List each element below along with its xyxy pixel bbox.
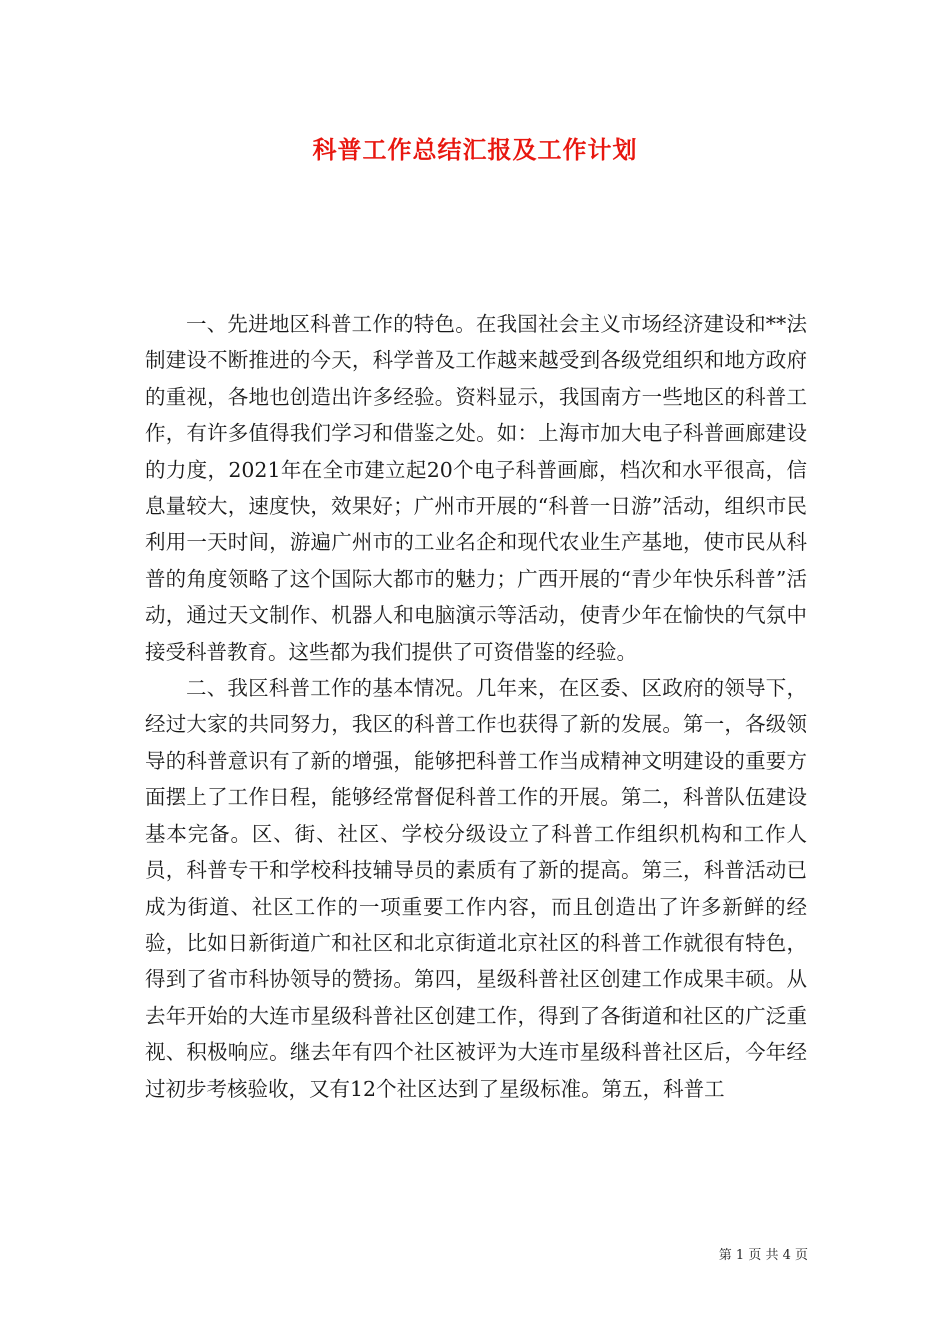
paragraph-2: 二、我区科普工作的基本情况。几年来，在区委、区政府的领导下，经过大家的共同努力，我区的科普工作也获得了新的发展。第一，各级领导的科普意识有了新的增强，能够把科普工作当成精神文明建设的重要方面摆上了工作日程，能够经常督促科普工作的开展。第二，科普队伍建设基本完备。区、街、社区、学校分级设立了科普工作组织机构和工作人员，科普专干和学校科技辅导员的素质有了新的提高。第三，科普活动已成为街道、社区工作的一项重要工作内容，而且创造出了许多新鲜的经验，比如日新街道广和社区和北京街道北京社区的科普工作就很有特色，得到了省市科协领导的赞扬。第四，星级科普社区创建工作成果丰硕。从去年开始的大连市星级科普社区创建工作，得到了各街道和社区的广泛重视、积极响应。继去年有四个社区被评为大连市星级科普社区后，今年经过初步考核验收，又有12个社区达到了星级标准。第五，科普工 xyxy=(145,676,807,1101)
paragraph-1: 一、先进地区科普工作的特色。在我国社会主义市场经济建设和**法制建设不断推进的今天，科学普及工作越来越受到各级党组织和地方政府的重视，各地也创造出许多经验。资料显示，我国南方一些地区的科普工作，有许多值得我们学习和借鉴之处。如：上海市加大电子科普画廊建设的力度，2021年在全市建立起20个电子科普画廊，档次和水平很高，信息量较大，速度快，效果好；广州市开展的“科普一日游”活动，组织市民利用一天时间，游遍广州市的工业名企和现代农业生产基地，使市民从科普的角度领略了这个国际大都市的魅力；广西开展的“青少年快乐科普”活动，通过天文制作、机器人和电脑演示等活动，使青少年在愉快的气氛中接受科普教育。这些都为我们提供了可资借鉴的经验。 xyxy=(145,312,807,664)
document-body xyxy=(145,306,807,1107)
page-number: 第 1 页 共 4 页 xyxy=(718,1248,808,1263)
document-title: 科普工作总结汇报及工作计划 xyxy=(312,135,638,164)
